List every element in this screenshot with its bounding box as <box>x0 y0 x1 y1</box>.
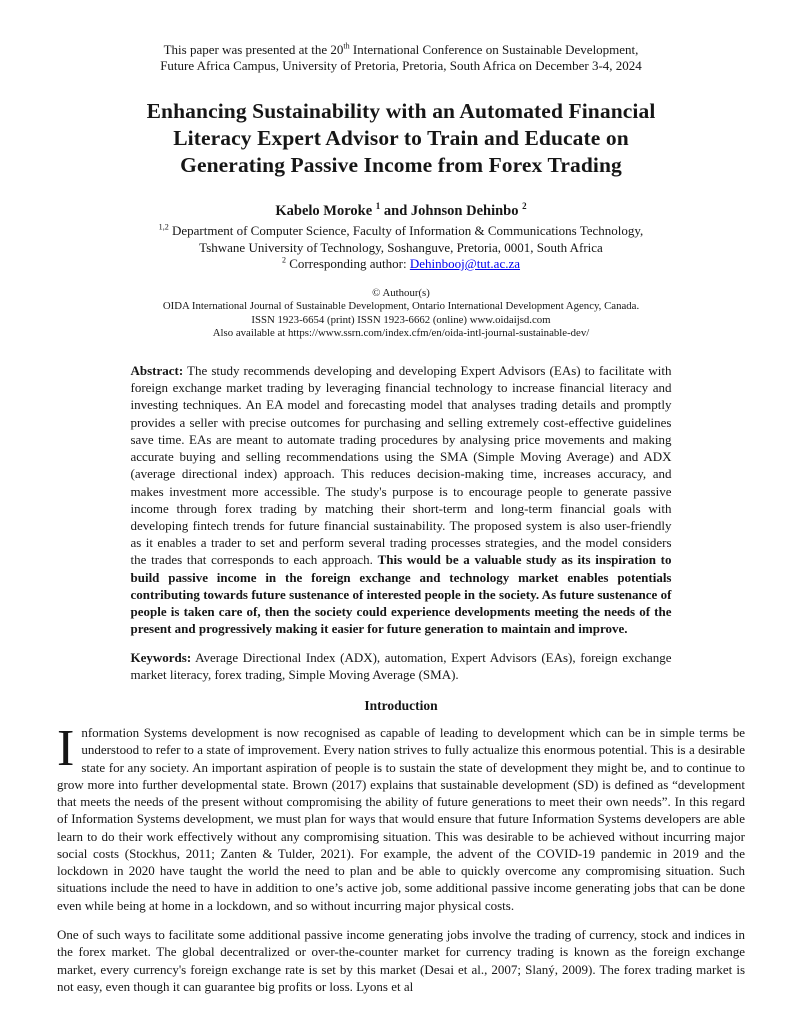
author-affiliation-superscript: 2 <box>522 201 527 212</box>
title-line: Enhancing Sustainability with an Automated Financial <box>146 99 656 124</box>
introduction-paragraph-1-text: nformation Systems development is now recognised as capable of leading to development which can be in simple terms be understood to refer to a state of improvement. Every nation strives to fully actualize this enormous potential. This is a desirable state for any society. An important aspiration of people is to sustain the state of development they might be, and to continue to grow more into further developmental state. Brown (2017) explains that sustainable development (SD) is defined as “development that meets the needs of the present without compromising the ability of future generations to meet their own needs”. In this regard of Information Systems development, we must plan for ways that would ensure that future Information Systems developers are able learn to do their work effectively without any compromising situation. This was desirable to be achieved without incurring major social costs (Stockhus, 2011; Zanten & Tulder, 2021). For example, the advent of the COVID-19 pandemic in 2019 and the lockdown in 2020 have taught the world the need to plan and be able to quickly overcome any compromising situation. Such situations include the need to have in addition to one’s active job, some additional passive income generating jobs that can be done even while being at home in a lockdown, and so without incurring major physical costs. <box>57 724 745 913</box>
journal-line: OIDA International Journal of Sustainable Development, Ontario International Development Agency, Canada. <box>162 300 640 313</box>
affiliation-block <box>57 223 745 272</box>
corresponding-author-label: Corresponding author: <box>286 255 410 271</box>
conference-note-text: This paper was presented at the 20 <box>163 42 344 57</box>
title-line: Generating Passive Income from Forex Trading <box>180 152 622 177</box>
introduction-paragraph-2: One of such ways to facilitate some additional passive income generating jobs involve the trading of currency, stock and indices in the forex market. The global decentralized or over-the-counter market for currency trading is known as the foreign exchange market, every currency's foreign exchange rate is set by this market (Desai et al., 2007; Slaný, 2009). The forex trading market is not easy, even though it can guarantee big profits or loss. Lyons et al <box>57 927 745 994</box>
author-name: Kabelo Moroke <box>275 203 376 220</box>
corresponding-author-line <box>57 256 745 272</box>
keywords-text: Average Directional Index (ADX), automation, Expert Advisors (EAs), foreign exchange market literacy, forex trading, Simple Moving Average (SMA). <box>130 649 672 682</box>
author-name: and Johnson Dehinbo <box>380 203 523 220</box>
keywords-label: Keywords: <box>130 649 192 665</box>
page-title <box>57 98 745 178</box>
affiliation-superscript: 1,2 <box>158 222 169 232</box>
conference-note <box>57 42 745 74</box>
abstract-bold-text: This would be a valuable study as its inspiration to build passive income in the foreign exchange and technology market enables potentials contributing towards future sustenance of interested people in the society. As future sustenance of people is taken care of, then the society could experience developments meeting the needs of the present and progressively making it easier for future generation to maintain and improve. <box>130 552 672 637</box>
publisher-block <box>57 287 745 340</box>
affiliation-line1 <box>57 223 745 239</box>
affiliation-text: Department of Computer Science, Faculty of Information & Communications Technology, <box>168 223 644 239</box>
issn-line: ISSN 1923-6654 (print) ISSN 1923-6662 (online) www.oidaijsd.com <box>251 313 551 326</box>
abstract-label: Abstract: <box>130 363 184 378</box>
affiliation-superscript: 2 <box>281 255 286 265</box>
ordinal-superscript: th <box>343 41 350 51</box>
corresponding-author-email-link[interactable]: Dehinbooj@tut.ac.za <box>409 255 521 271</box>
authors-line <box>57 203 745 220</box>
affiliation-line2: Tshwane University of Technology, Soshanguve, Pretoria, 0001, South Africa <box>199 239 603 255</box>
dropcap-letter: I <box>57 719 75 777</box>
introduction-paragraph-1 <box>57 719 745 914</box>
conference-note-line1 <box>57 42 745 58</box>
keywords <box>131 649 672 683</box>
abstract <box>131 362 672 638</box>
conference-note-text: International Conference on Sustainable Development, <box>349 42 639 57</box>
copyright-line: © Authour(s) <box>372 287 430 300</box>
availability-line: Also available at https://www.ssrn.com/index.cfm/en/oida-intl-journal-sustainable-dev/ <box>212 326 590 339</box>
section-heading-introduction: Introduction <box>364 697 438 713</box>
conference-note-line2: Future Africa Campus, University of Pretoria, Pretoria, South Africa on December 3-4, 2024 <box>160 58 642 74</box>
abstract-text: The study recommends developing and developing Expert Advisors (EAs) to facilitate with foreign exchange market trading by leveraging financial technology to increase financial literacy and investing techniques. An EA model and forecasting model that analyses trading details and promptly provides a seller with precise outcomes for purchasing and selling extremely cost-effective guidelines save time. EAs are meant to automate trading procedures by analysing price movements and making accurate buying and selling recommendations using the SMA (Simple Moving Average) and ADX (average directional index) approach. This reduces decision-making time, increases accuracy, and makes investment more accessible. The study's purpose is to encourage people to generate passive income through forex trading by matching their short-term and long-term financial goals with developing fintech trends for future financial sustainability. The proposed system is also user-friendly as it enables a trader to set and perform several trading processes strategies, and the model considers the trades that corresponds to each approach. <box>130 363 672 568</box>
author-affiliation-superscript: 1 <box>375 201 381 212</box>
title-line: Literacy Expert Advisor to Train and Educate on <box>173 125 629 150</box>
